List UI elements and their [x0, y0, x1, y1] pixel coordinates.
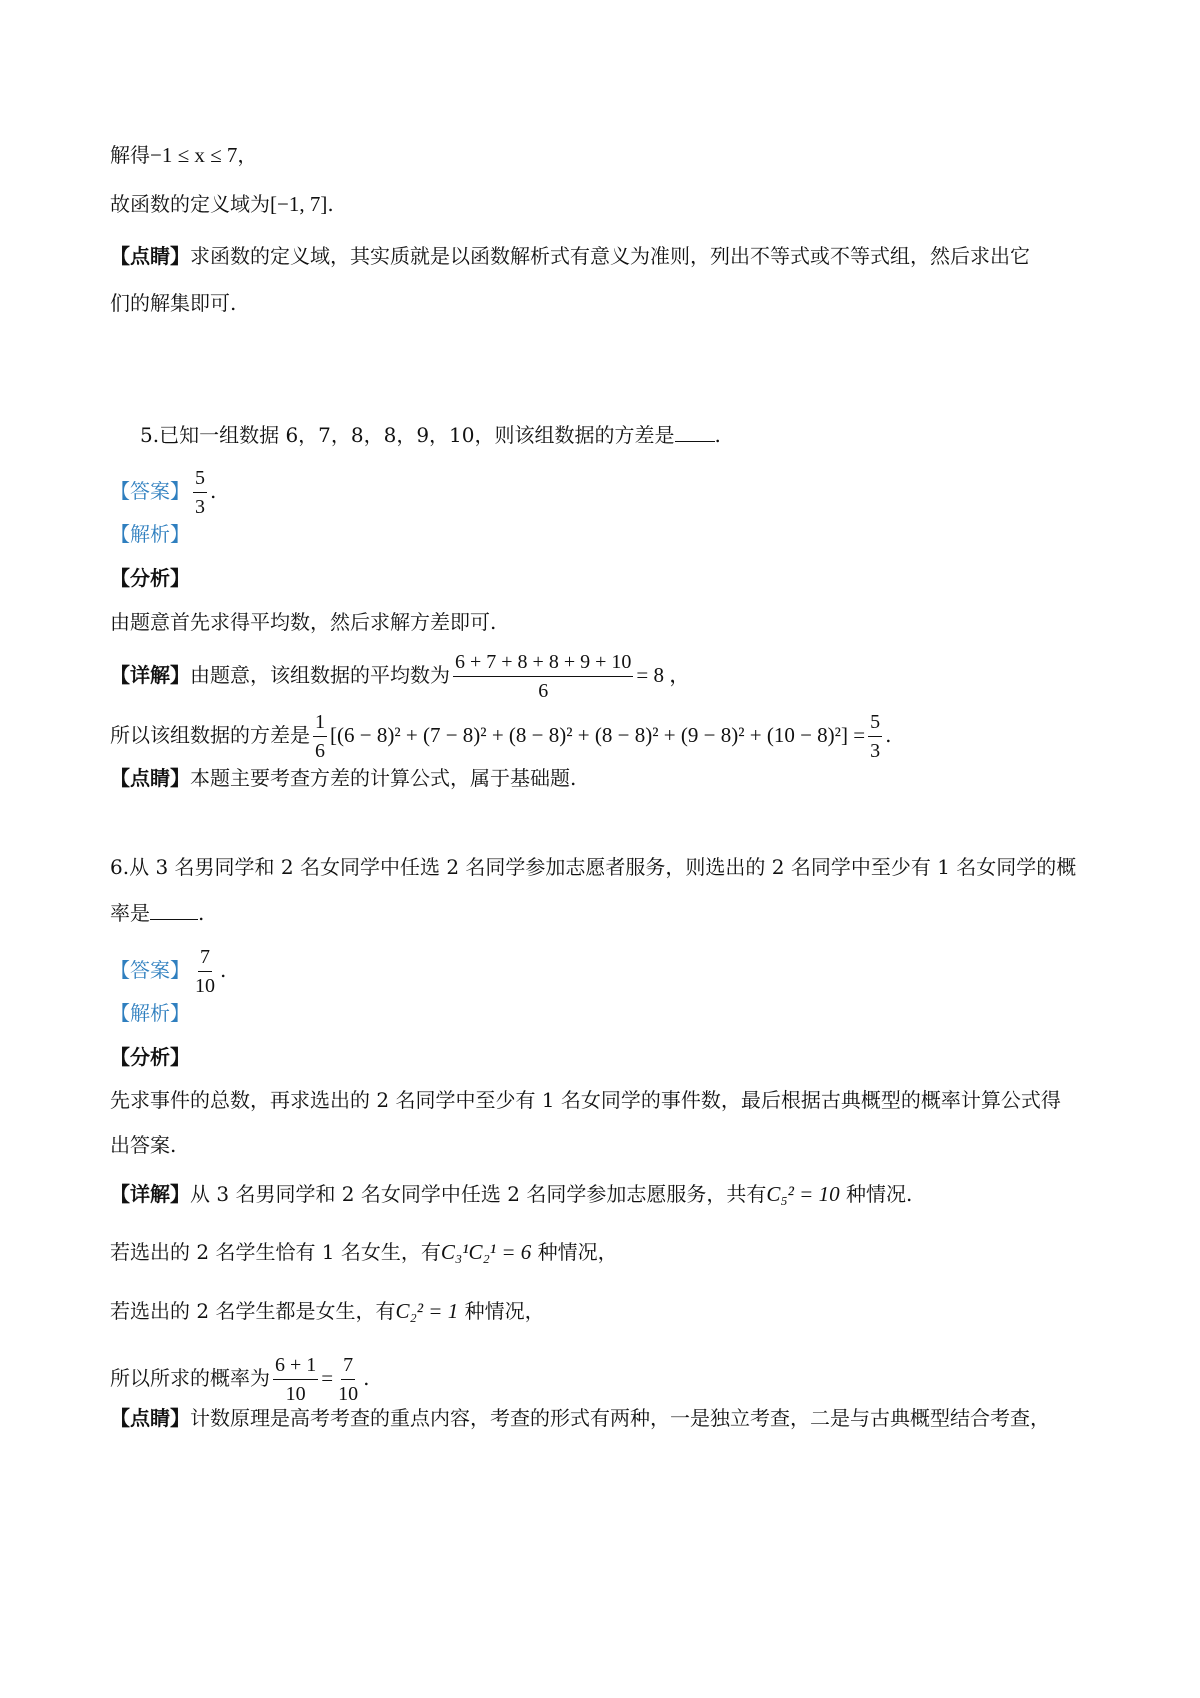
- prob-fraction-2: $\frac{7}{10}$: [338, 1354, 359, 1405]
- answer-blank: [150, 901, 198, 920]
- q6-detail: 【详解】从 3 名男同学和 2 名女同学中任选 2 名同学参加志愿服务，共有C₅² = 10 种情况.: [110, 1182, 913, 1206]
- tip-line-2: 们的解集即可.: [110, 291, 237, 315]
- q5-tip: 【点睛】本题主要考查方差的计算公式，属于基础题.: [110, 766, 577, 790]
- q5-answer: 【答案】 $\frac{5}{3}$ .: [110, 467, 217, 518]
- combination-3: C₂² = 1: [395, 1299, 459, 1323]
- q5-fenxi-text: 由题意首先求得平均数，然后求解方差即可.: [110, 610, 497, 634]
- answer-blank: [675, 423, 715, 442]
- variance-result: $\frac{5}{3}$: [870, 711, 881, 762]
- q5-fenxi-tag: 【分析】: [110, 566, 190, 590]
- q5-analysis-tag: 【解析】: [110, 522, 190, 546]
- domain-value: [−1, 7]: [270, 192, 328, 216]
- inequality: −1 ≤ x ≤ 7: [150, 143, 238, 167]
- q6-answer: 【答案】 $\frac{7}{10}$ .: [110, 946, 227, 997]
- answer-fraction: $\frac{5}{3}$: [195, 467, 205, 518]
- combination-1: C₅² = 10: [766, 1182, 840, 1206]
- q5-variance: 所以该组数据的方差是 $\frac{1}{6}$ [(6 − 8)² + (7 − 8)² + (8 − 8)² + (8 − 8)² + (9 − 8)² + (10 − 8)²] = $\frac{5}{3}$ .: [110, 711, 892, 762]
- mean-fraction: $\frac{6 + 7 + 8 + 8 + 9 + 10}{6}$: [455, 651, 632, 702]
- q6-tip: 【点睛】计数原理是高考考查的重点内容，考查的形式有两种，一是独立考查，二是与古典概型结合考查，: [110, 1406, 1050, 1430]
- solve-line: 解得−1 ≤ x ≤ 7，: [110, 143, 258, 167]
- domain-line: 故函数的定义域为[−1, 7].: [110, 192, 334, 216]
- q6-question-1: 6.从 3 名男同学和 2 名女同学中任选 2 名同学参加志愿者服务，则选出的 2 名同学中至少有 1 名女同学的概: [110, 855, 1077, 879]
- q6-fenxi-tag: 【分析】: [110, 1045, 190, 1069]
- tip-line-1: 【点睛】求函数的定义域，其实质就是以函数解析式有意义为准则，列出不等式或不等式组，然后求出它: [110, 244, 1030, 268]
- q6-line-3: 若选出的 2 名学生都是女生，有C₂² = 1 种情况，: [110, 1299, 545, 1323]
- q6-line-2: 若选出的 2 名学生恰有 1 名女生，有C₃¹C₂¹ = 6 种情况，: [110, 1240, 618, 1264]
- q5-question: 5.已知一组数据 6，7，8，8，9，10，则该组数据的方差是 .: [140, 423, 721, 447]
- variance-expression: [(6 − 8)² + (7 − 8)² + (8 − 8)² + (8 − 8)² + (9 − 8)² + (10 − 8)²] =: [330, 723, 866, 747]
- q6-question-2: 率是 .: [110, 901, 205, 925]
- combination-2: C₃¹C₂¹ = 6: [440, 1240, 532, 1264]
- q6-fenxi-text-2: 出答案.: [110, 1133, 177, 1157]
- variance-coef: $\frac{1}{6}$: [315, 711, 325, 762]
- q6-probability: 所以所求的概率为 $\frac{6 + 1}{10}$ = $\frac{7}{10}$ .: [110, 1354, 370, 1405]
- tip-tag: 【点睛】: [110, 244, 190, 268]
- answer-tag: 【答案】: [110, 479, 190, 503]
- q6-analysis-tag: 【解析】: [110, 1001, 190, 1025]
- answer-tag: 【答案】: [110, 958, 190, 982]
- q5-detail: 【详解】由题意，该组数据的平均数为 $\frac{6 + 7 + 8 + 8 + 9 + 10}{6}$ = 8 ，: [110, 651, 691, 702]
- prob-fraction-1: $\frac{6 + 1}{10}$: [275, 1354, 317, 1405]
- q6-fenxi-text-1: 先求事件的总数，再求选出的 2 名同学中至少有 1 名女同学的事件数，最后根据古典概型的概率计算公式得: [110, 1088, 1061, 1112]
- answer-fraction: $\frac{7}{10}$: [195, 946, 215, 997]
